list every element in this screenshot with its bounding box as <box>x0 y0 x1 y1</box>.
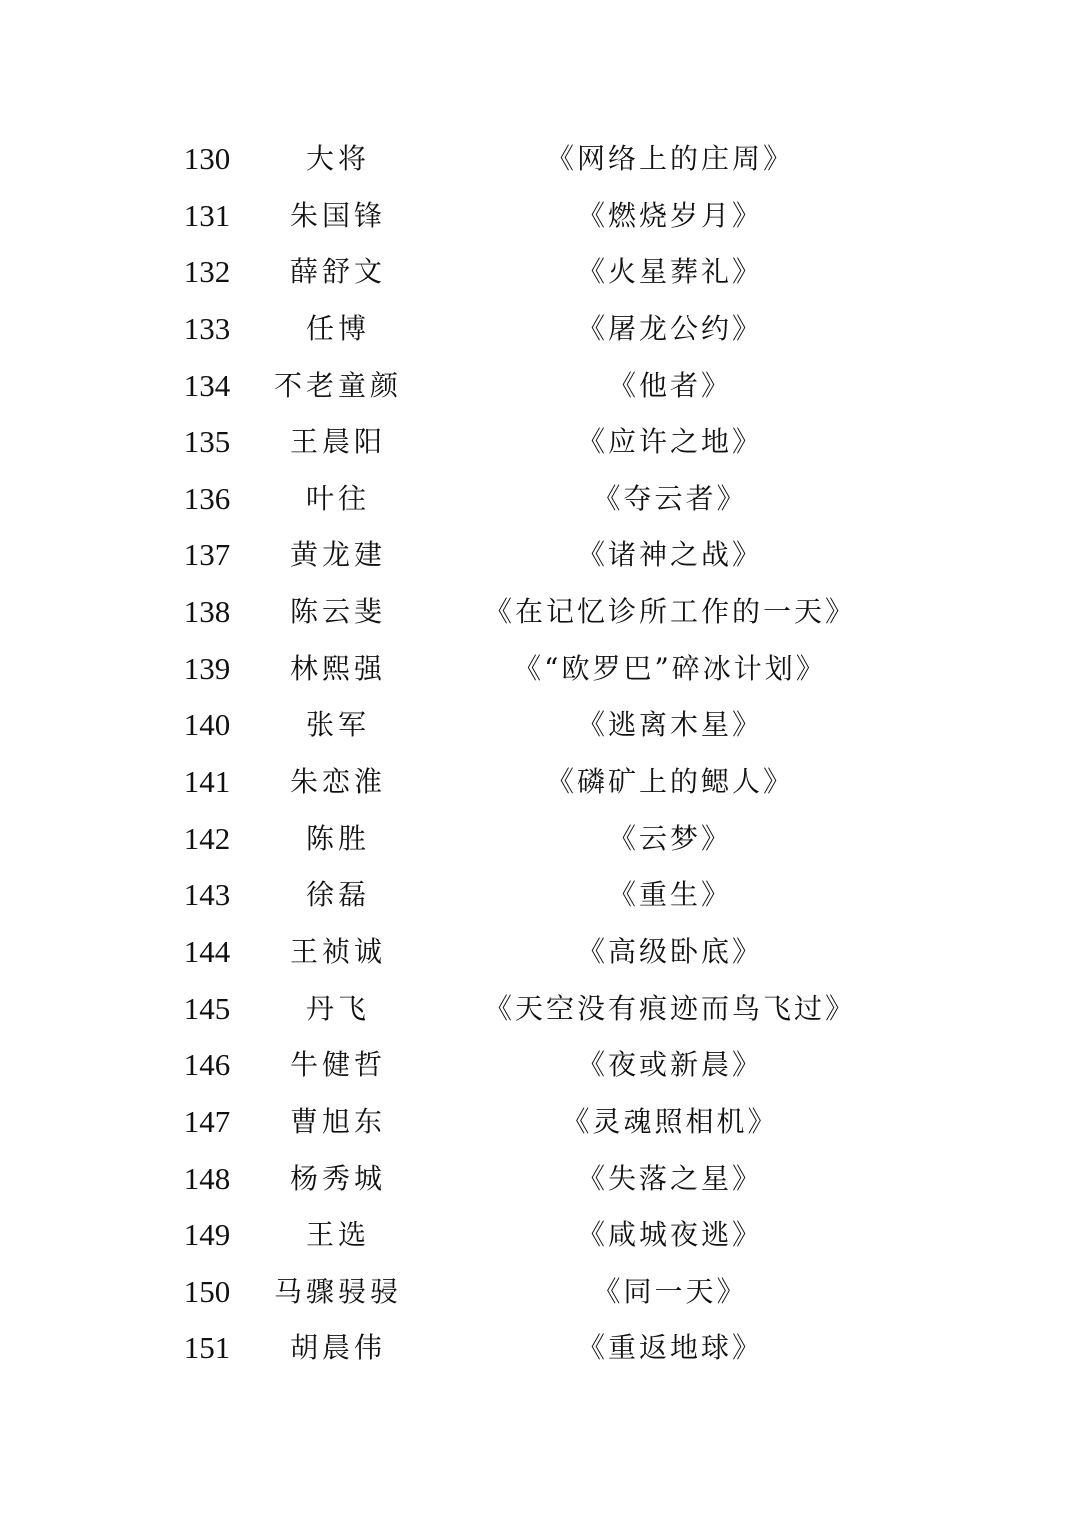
list-item <box>0 1320 1080 1377</box>
list-item <box>0 131 1080 188</box>
entry-number: 139 <box>183 650 231 686</box>
list-item <box>0 1151 1080 1208</box>
list-item <box>0 641 1080 698</box>
entry-title: 《在记忆诊所工作的一天》 <box>483 595 856 629</box>
list-item <box>0 1207 1080 1264</box>
entry-author: 陈云斐 <box>289 595 386 629</box>
entry-number: 130 <box>183 141 231 176</box>
entry-number: 149 <box>183 1217 231 1253</box>
entry-number: 145 <box>183 990 231 1026</box>
entry-author: 大将 <box>305 142 370 175</box>
list-item <box>0 584 1080 641</box>
list-item <box>0 244 1080 301</box>
entry-number: 137 <box>183 537 231 573</box>
entry-author: 朱恋淮 <box>289 765 386 799</box>
entry-title: 《咸城夜逃》 <box>576 1218 763 1252</box>
entry-title: 《失落之星》 <box>576 1161 763 1195</box>
list-item <box>0 1264 1080 1321</box>
entry-author: 牛健哲 <box>289 1048 386 1082</box>
entry-author: 王晨阳 <box>289 425 386 459</box>
entry-author: 王选 <box>305 1218 370 1252</box>
list-item <box>0 867 1080 924</box>
list-item <box>0 924 1080 981</box>
entry-number: 133 <box>183 310 231 346</box>
entry-title: 《燃烧岁月》 <box>576 198 763 232</box>
entry-title: 《应许之地》 <box>576 425 763 459</box>
entry-number: 142 <box>183 820 231 856</box>
entry-title: 《磷矿上的鳃人》 <box>545 765 794 799</box>
entry-title: 《重生》 <box>607 878 732 912</box>
entry-number: 150 <box>183 1273 231 1309</box>
list-item <box>0 1037 1080 1094</box>
entry-author: 曹旭东 <box>289 1104 386 1138</box>
entry-author: 陈胜 <box>305 821 370 855</box>
entry-title: 《逃离木星》 <box>576 708 763 742</box>
list-item <box>0 301 1080 358</box>
list-item <box>0 188 1080 245</box>
entry-title: 《“欧罗巴”碎冰计划》 <box>513 651 827 685</box>
entry-title: 《夺云者》 <box>592 481 748 515</box>
entry-author: 黄龙建 <box>289 538 386 572</box>
entry-author: 朱国锋 <box>289 198 386 232</box>
entry-number: 138 <box>183 594 231 630</box>
list-item <box>0 471 1080 528</box>
entry-title: 《他者》 <box>607 368 732 402</box>
entry-number: 144 <box>183 933 231 969</box>
entry-title: 《屠龙公约》 <box>576 311 763 345</box>
entry-author: 叶往 <box>305 481 370 515</box>
entry-number: 134 <box>183 367 231 403</box>
entry-number: 135 <box>183 424 231 460</box>
entry-title: 《火星葬礼》 <box>576 255 763 289</box>
list-item <box>0 981 1080 1038</box>
list-item <box>0 414 1080 471</box>
list-item <box>0 811 1080 868</box>
entry-number: 146 <box>183 1047 231 1083</box>
entry-title: 《天空没有痕迹而鸟飞过》 <box>483 991 856 1025</box>
entry-title: 《诸神之战》 <box>576 538 763 572</box>
entry-author: 不老童颜 <box>273 368 402 402</box>
entry-author: 任博 <box>305 311 370 345</box>
list-item <box>0 527 1080 584</box>
entry-number: 136 <box>183 480 231 516</box>
entry-author: 林熙强 <box>289 651 386 685</box>
entry-author: 王祯诚 <box>289 934 386 968</box>
entry-number: 131 <box>183 197 231 233</box>
list-item <box>0 1094 1080 1151</box>
entry-title: 《灵魂照相机》 <box>561 1104 779 1138</box>
entry-author: 徐磊 <box>305 878 370 912</box>
entry-number: 147 <box>183 1103 231 1139</box>
entry-title: 《高级卧底》 <box>576 934 763 968</box>
entry-number: 140 <box>183 707 231 743</box>
list-item <box>0 358 1080 415</box>
entry-number: 141 <box>183 764 231 800</box>
entry-title: 《同一天》 <box>592 1274 748 1308</box>
entry-number: 132 <box>183 254 231 290</box>
entry-author: 薛舒文 <box>289 255 386 289</box>
entry-author: 张军 <box>305 708 370 742</box>
entry-author: 马骤骎骎 <box>273 1274 402 1308</box>
list-item <box>0 697 1080 754</box>
entry-number: 151 <box>183 1330 231 1366</box>
entry-title: 《网络上的庄周》 <box>545 142 794 175</box>
entry-author: 丹飞 <box>305 991 370 1025</box>
list-item <box>0 754 1080 811</box>
entry-list <box>0 131 1080 1377</box>
entry-author: 胡晨伟 <box>289 1331 386 1365</box>
entry-author: 杨秀城 <box>289 1161 386 1195</box>
entry-number: 143 <box>183 877 231 913</box>
entry-title: 《重返地球》 <box>576 1331 763 1365</box>
entry-title: 《夜或新晨》 <box>576 1048 763 1082</box>
entry-number: 148 <box>183 1160 231 1196</box>
entry-title: 《云梦》 <box>607 821 732 855</box>
